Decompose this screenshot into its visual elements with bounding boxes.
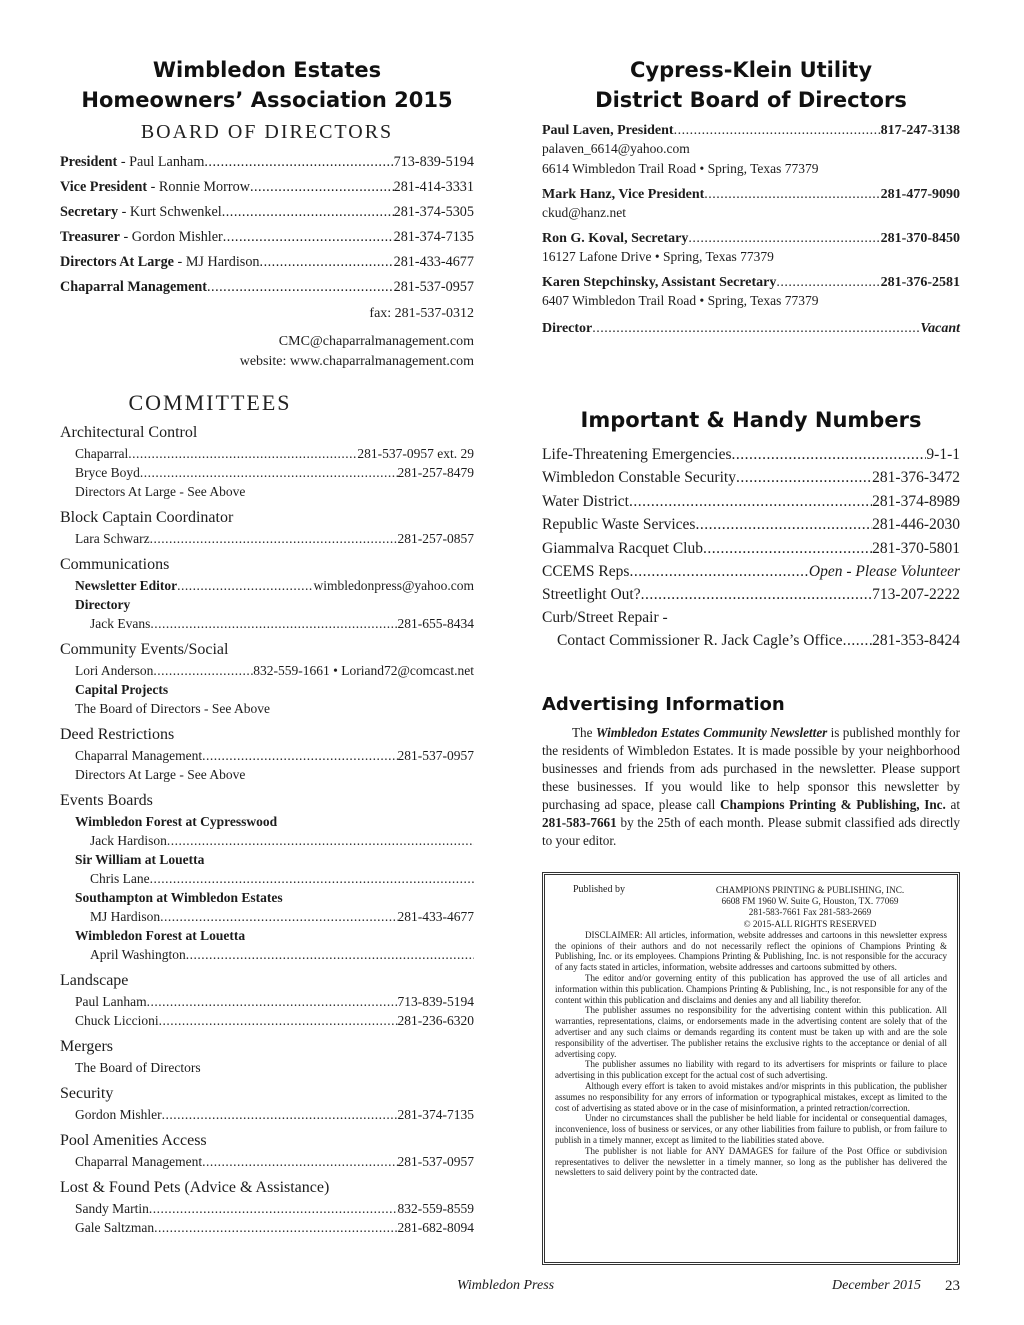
handy-row-value: 281-374-8989 [872, 492, 960, 510]
handy-row-label: Republic Waste Services [542, 516, 696, 534]
handy-row [542, 513, 960, 536]
publisher-address: 6608 FM 1960 W. Suite G, Houston, TX. 77069 [721, 896, 899, 907]
events-board-row [60, 907, 474, 926]
website-link[interactable]: website: www.chaparralmanagement.com [239, 354, 474, 369]
committee-title: Mergers [60, 1038, 114, 1055]
publisher-copyright: © 2015-ALL RIGHTS RESERVED [743, 918, 877, 929]
dot-leader [204, 154, 393, 171]
committee-title: Pool Amenities Access [60, 1132, 207, 1149]
handy-row-value: Open - Please Volunteer [808, 562, 960, 580]
committee-row-value: 281-257-0857 [397, 531, 474, 546]
board-name: Kurt Schwenkel [129, 204, 222, 220]
ck-member [542, 275, 960, 311]
ck-member-row-label: Paul Laven, President [542, 123, 674, 138]
advertising-title: Advertising Information [542, 694, 785, 715]
events-board-row-label: April Washington [90, 947, 186, 962]
dot-leader [776, 275, 880, 291]
board-phone: 281-433-4677 [393, 254, 474, 270]
ck-member-row [542, 231, 960, 247]
ck-member-row-value: 281-477-9090 [880, 187, 960, 202]
dot-leader [629, 560, 808, 583]
curb-block [542, 607, 960, 652]
cypress-klein-section [542, 55, 960, 337]
curb-row [542, 629, 960, 652]
ck-title-line1: Cypress-Klein Utility [629, 58, 873, 82]
dot-leader [688, 231, 880, 247]
board-role: Directors At Large [60, 254, 174, 270]
handy-title: Important & Handy Numbers [580, 408, 922, 432]
dot-leader [154, 1218, 397, 1237]
dot-leader [177, 576, 313, 595]
board-role: President [60, 154, 118, 170]
fax: fax: 281-537-0312 [369, 306, 474, 321]
dot-leader [147, 992, 398, 1011]
handy-row [542, 443, 960, 466]
board-name: Ronnie Morrow [158, 179, 250, 195]
events-board-name: Wimbledon Forest at Louetta [75, 928, 246, 943]
board-row [60, 154, 474, 179]
committee-row-value: 713-839-5194 [397, 994, 474, 1009]
events-board-row-label: Chris Lane [90, 871, 150, 886]
committee-row-label: Chaparral Management [75, 748, 203, 763]
ck-member-row [542, 275, 960, 291]
dot-leader [223, 229, 394, 246]
events-board-row [60, 831, 474, 850]
dot-leader [150, 614, 397, 633]
directory-row [60, 614, 474, 633]
board-list [60, 154, 474, 304]
board-sep: - [117, 154, 130, 170]
committee-row-label: Chaparral Management [75, 1154, 203, 1169]
board-sep: - [173, 254, 186, 270]
committee-row [60, 1152, 474, 1171]
hoa-section [60, 55, 474, 372]
committee-note: The Board of Directors - See Above [75, 701, 270, 716]
handy-row-value: 281-370-5801 [872, 539, 960, 557]
committee-row [60, 463, 474, 482]
handy-row [542, 490, 960, 513]
ck-director-value: Vacant [920, 321, 960, 336]
dot-leader [202, 746, 397, 765]
dot-leader [736, 466, 872, 489]
committee-row-value: 281-537-0957 ext. 29 [357, 446, 474, 461]
board-name: Gordon Mishler [131, 229, 223, 245]
board-role-name [60, 154, 204, 171]
disclaimer-paragraph: Under no circumstances shall the publisher be held liable for incidental or consequential damages, inconvenience, loss of business or services, or any other liabilities from failure to publish, or from failure to publish in a timely manner, except as limited to the liabilities stated above. [555, 1113, 947, 1145]
disclaimer-paragraph: Although every effort is taken to avoid mistakes and/or misprints in this publication, the publisher assumes no responsibility for any errors of information or typographical mistakes, except as limited to the cost of advertising as stated above or in the case of misinformation, a printed retraction/correction. [555, 1080, 947, 1113]
dot-leader [149, 1199, 398, 1218]
events-board-row-value: 281-433-4677 [397, 909, 474, 924]
hoa-title-line1: Wimbledon Estates [152, 58, 382, 82]
committee-row-value: 281-374-7135 [397, 1107, 474, 1122]
committee-row [60, 1218, 474, 1237]
handy-row-value: 281-376-3472 [872, 469, 960, 487]
board-row [60, 279, 474, 304]
board-role-name [60, 279, 207, 296]
committee-row [60, 1105, 474, 1124]
board-role: Secretary [60, 204, 119, 220]
capital-projects-label: Capital Projects [75, 682, 169, 697]
board-row [60, 179, 474, 204]
committee-note: The Board of Directors [75, 1060, 201, 1075]
curb-row-label: Contact Commissioner R. Jack Cagle’s Office [557, 631, 843, 649]
dot-leader [695, 513, 872, 536]
events-board-name: Wimbledon Forest at Cypresswood [75, 814, 278, 829]
committees-section [60, 390, 474, 1237]
ck-member-row-value: 817-247-3138 [880, 123, 960, 138]
committee-row [60, 444, 474, 463]
publisher-info [673, 885, 947, 930]
community-events-row-value: 832-559-1661 • Loriand72@comcast.net [253, 663, 474, 678]
ck-member-row-label: Mark Hanz, Vice President [542, 187, 705, 202]
page-number: 23 [945, 1278, 960, 1294]
committee-row [60, 529, 474, 548]
hoa-title-line2: Homeowners’ Association 2015 [81, 88, 453, 112]
committee-row-label: Gale Saltzman [75, 1220, 155, 1235]
ck-member-row-label: Karen Stepchinsky, Assistant Secretary [542, 275, 777, 290]
dot-leader [202, 1152, 397, 1171]
board-role-name [60, 254, 260, 271]
board-phone: 281-374-7135 [393, 229, 474, 245]
dot-leader [732, 443, 927, 466]
events-board-row [60, 945, 474, 964]
committee-note: Directors At Large - See Above [75, 484, 246, 499]
committee-row [60, 1199, 474, 1218]
handy-row-label: Water District [542, 492, 629, 510]
directory-label: Directory [75, 597, 131, 612]
dot-leader [843, 629, 873, 652]
disclaimer-text [555, 930, 947, 1178]
adv-text-3: at [945, 797, 960, 812]
dot-leader [703, 537, 872, 560]
dot-leader [641, 583, 873, 606]
curb-label: Curb/Street Repair - [542, 608, 668, 626]
disclaimer-paragraph: The editor and/or governing entity of this publication has approved the use of all articles and information within this publication. Champions Printing & Publishing, Inc., is not responsible for any of the content within this publication and disclaims and denies any and all liability therefor. [555, 973, 947, 1005]
board-row [60, 254, 474, 279]
published-by: Published by [573, 884, 625, 895]
dot-leader [162, 1105, 398, 1124]
board-role: Chaparral Management [60, 279, 207, 295]
email-link[interactable]: CMC@chaparralmanagement.com [278, 334, 474, 349]
board-phone: 281-374-5305 [393, 204, 474, 220]
dot-leader [222, 204, 394, 221]
committee-title: Communications [60, 556, 170, 573]
events-board-row-label: Jack Hardison [90, 833, 167, 848]
publisher-header [555, 885, 947, 930]
handy-row [542, 583, 960, 606]
handy-row-label: Life-Threatening Emergencies [542, 446, 732, 463]
dot-leader [592, 321, 920, 337]
committee-title: Security [60, 1085, 114, 1102]
ck-member-row-value: 281-370-8450 [880, 231, 960, 246]
board-sep: - [118, 204, 130, 220]
handy-row [542, 560, 960, 583]
ck-members [542, 123, 960, 311]
dot-leader [167, 831, 474, 850]
newsletter-row [60, 576, 474, 595]
ck-member [542, 187, 960, 223]
handy-row-label: Streetlight Out? [542, 586, 641, 604]
board-row [60, 229, 474, 254]
committee-row-value: 832-559-8559 [397, 1201, 474, 1216]
newsletter-row-value: wimbledonpress@yahoo.com [313, 578, 474, 593]
board-phone: 281-537-0957 [393, 279, 474, 295]
adv-text-1: The [572, 725, 596, 740]
committee-row-value: 281-537-0957 [397, 1154, 474, 1169]
footer-publication: Wimbledon Press [457, 1278, 555, 1293]
adv-phone: 281-583-7661 [542, 815, 617, 830]
board-phone: 281-414-3331 [393, 179, 474, 195]
adv-text-2: is published monthly for the residents of Wimbledon Estates. It is made possible by your neighborhood businesses and friends from ads purchased in the newsletter. Please support these businesses. If you would like to help sponsor this newsletter by purchasing ad space, please call [542, 725, 961, 812]
committee-note: Directors At Large - See Above [75, 767, 246, 782]
advertising-section [542, 690, 960, 850]
committee-title: Deed Restrictions [60, 726, 175, 743]
committee-title: Landscape [60, 972, 129, 989]
committee-row-value: 281-257-8479 [397, 465, 474, 480]
committee-row [60, 746, 474, 765]
ck-member-detail: 6407 Wimbledon Trail Road • Spring, Texas 77379 [542, 293, 819, 308]
committee-row-label: Gordon Mishler [75, 1107, 162, 1122]
committee-row-value: 281-537-0957 [397, 748, 474, 763]
board-role: Treasurer [60, 229, 120, 245]
dot-leader [160, 907, 397, 926]
community-events-row [60, 661, 474, 680]
dot-leader [159, 1011, 398, 1030]
committee-title: Architectural Control [60, 424, 198, 441]
board-phone: 713-839-5194 [393, 154, 474, 170]
ck-member-row [542, 187, 960, 203]
dot-leader [250, 179, 394, 196]
ck-member-row-value: 281-376-2581 [880, 275, 960, 290]
committees-heading: COMMITTEES [128, 390, 292, 415]
committee-title: Events Boards [60, 792, 153, 809]
committee-title: Lost & Found Pets (Advice & Assistance) [60, 1179, 330, 1196]
committee-row-label: Bryce Boyd [75, 465, 140, 480]
disclaimer-paragraph: DISCLAIMER: All articles, information, website addresses and cartoons in this newsletter express the opinions of their authors and do not necessarily reflect the opinions of Champions Printing & Publishing, Inc. or its employees. Champions Printing & Publishing, Inc. is not responsible for the accuracy of any facts stated in articles, information, website addresses and cartoons submitted by others. [555, 929, 947, 973]
publisher-phones: 281-583-7661 Fax 281-583-2669 [748, 907, 872, 918]
advertising-body [542, 724, 960, 850]
directory-row-label: Jack Evans [90, 616, 151, 631]
board-role-name [60, 229, 223, 246]
ck-member [542, 123, 960, 179]
newsletter-row-label: Newsletter Editor [75, 578, 178, 593]
handy-row-value: 713-207-2222 [872, 586, 960, 604]
events-board-row [60, 869, 474, 888]
committee-row-label: Chaparral [75, 446, 129, 461]
publisher-company: CHAMPIONS PRINTING & PUBLISHING, INC. [715, 885, 905, 895]
publisher-box [542, 872, 960, 1265]
board-role-name [60, 179, 250, 196]
handy-row-value: 9-1-1 [926, 446, 960, 463]
dot-leader [150, 529, 398, 548]
committee-title: Block Captain Coordinator [60, 509, 234, 526]
ck-member-detail: 6614 Wimbledon Trail Road • Spring, Texas 77379 [542, 161, 819, 176]
ck-member-row-label: Ron G. Koval, Secretary [542, 231, 689, 246]
committee-row-label: Sandy Martin [75, 1201, 149, 1216]
footer-date: December 2015 [832, 1278, 922, 1293]
page-footer [0, 1278, 1024, 1298]
ck-member-detail: ckud@hanz.net [542, 205, 627, 220]
board-sep: - [147, 179, 159, 195]
community-events-row-label: Lori Anderson [75, 663, 154, 678]
dot-leader [674, 123, 881, 139]
directory-row-value: 281-655-8434 [397, 616, 474, 631]
disclaimer-paragraph: The publisher is not liable for ANY DAMAGES for failure of the Post Office or subdivision representatives to deliver the newsletter in a timely manner, so long as the publisher has delivered the newsletters to said delivery point by the contracted date. [555, 1145, 947, 1178]
adv-newsletter-name: Wimbledon Estates Community Newsletter [595, 725, 828, 740]
committee-row-value: 281-236-6320 [397, 1013, 474, 1028]
board-role: Vice President [60, 179, 148, 195]
events-board-name: Southampton at Wimbledon Estates [75, 890, 283, 905]
committee-row-label: Chuck Liccioni [75, 1013, 159, 1028]
board-row [60, 204, 474, 229]
ck-title-line2: District Board of Directors [595, 88, 907, 112]
handy-list [542, 443, 960, 607]
ck-member-row [542, 123, 960, 139]
dot-leader [128, 444, 357, 463]
handy-row-label: Wimbledon Constable Security [542, 469, 736, 487]
ck-director-row [542, 321, 960, 337]
ck-member-detail: 16127 Lafone Drive • Spring, Texas 77379 [542, 249, 774, 264]
board-name: MJ Hardison [185, 254, 260, 270]
ck-member [542, 231, 960, 267]
dot-leader [153, 661, 253, 680]
curb-row-value: 281-353-8424 [872, 631, 960, 649]
dot-leader [140, 463, 398, 482]
dot-leader [704, 187, 880, 203]
events-board-row-label: MJ Hardison [90, 909, 161, 924]
handy-row-label: CCEMS Reps [542, 562, 630, 580]
ck-director-label: Director [542, 321, 593, 336]
committees-list [60, 422, 474, 1237]
handy-row [542, 537, 960, 560]
committee-row [60, 992, 474, 1011]
committee-row [60, 1011, 474, 1030]
board-name: Paul Lanham [129, 154, 205, 170]
dot-leader [186, 945, 474, 964]
disclaimer-paragraph: The publisher assumes no liability with regard to its advertisers for misprints or failure to place advertising in this publication except for the actual cost of such advertising. [555, 1059, 947, 1081]
committee-row-label: Paul Lanham [75, 994, 147, 1009]
dot-leader [260, 254, 394, 271]
board-heading: BOARD OF DIRECTORS [140, 121, 394, 143]
handy-row-label: Giammalva Racquet Club [542, 539, 703, 557]
committee-row-value: 281-682-8094 [397, 1220, 474, 1235]
handy-row-value: 281-446-2030 [872, 516, 960, 534]
dot-leader [629, 490, 872, 513]
disclaimer-paragraph: The publisher assumes no responsibility for the advertising content within this publication. All warranties, representations, claims, or endorsements made in the advertising content are solely that of the advertiser and any such claims or demands regarding its content must be taken up with and are the sole responsibility of the advertiser. The publisher retains the exclusive rights to the acceptance or denial of all advertising copy. [555, 1005, 947, 1059]
handy-numbers-section [542, 405, 960, 652]
dot-leader [150, 869, 474, 888]
committee-title: Community Events/Social [60, 641, 229, 658]
committee-row-label: Lara Schwarz [75, 531, 150, 546]
dot-leader [207, 279, 394, 296]
events-board-name: Sir William at Louetta [75, 852, 205, 867]
adv-company: Champions Printing & Publishing, Inc. [719, 797, 946, 812]
adv-text-4: by the 25th of each month. Please submit classified ads directly to your editor. [542, 815, 960, 848]
ck-member-detail: palaven_6614@yahoo.com [542, 141, 690, 156]
handy-row [542, 466, 960, 489]
board-role-name [60, 204, 222, 221]
board-sep: - [119, 229, 132, 245]
